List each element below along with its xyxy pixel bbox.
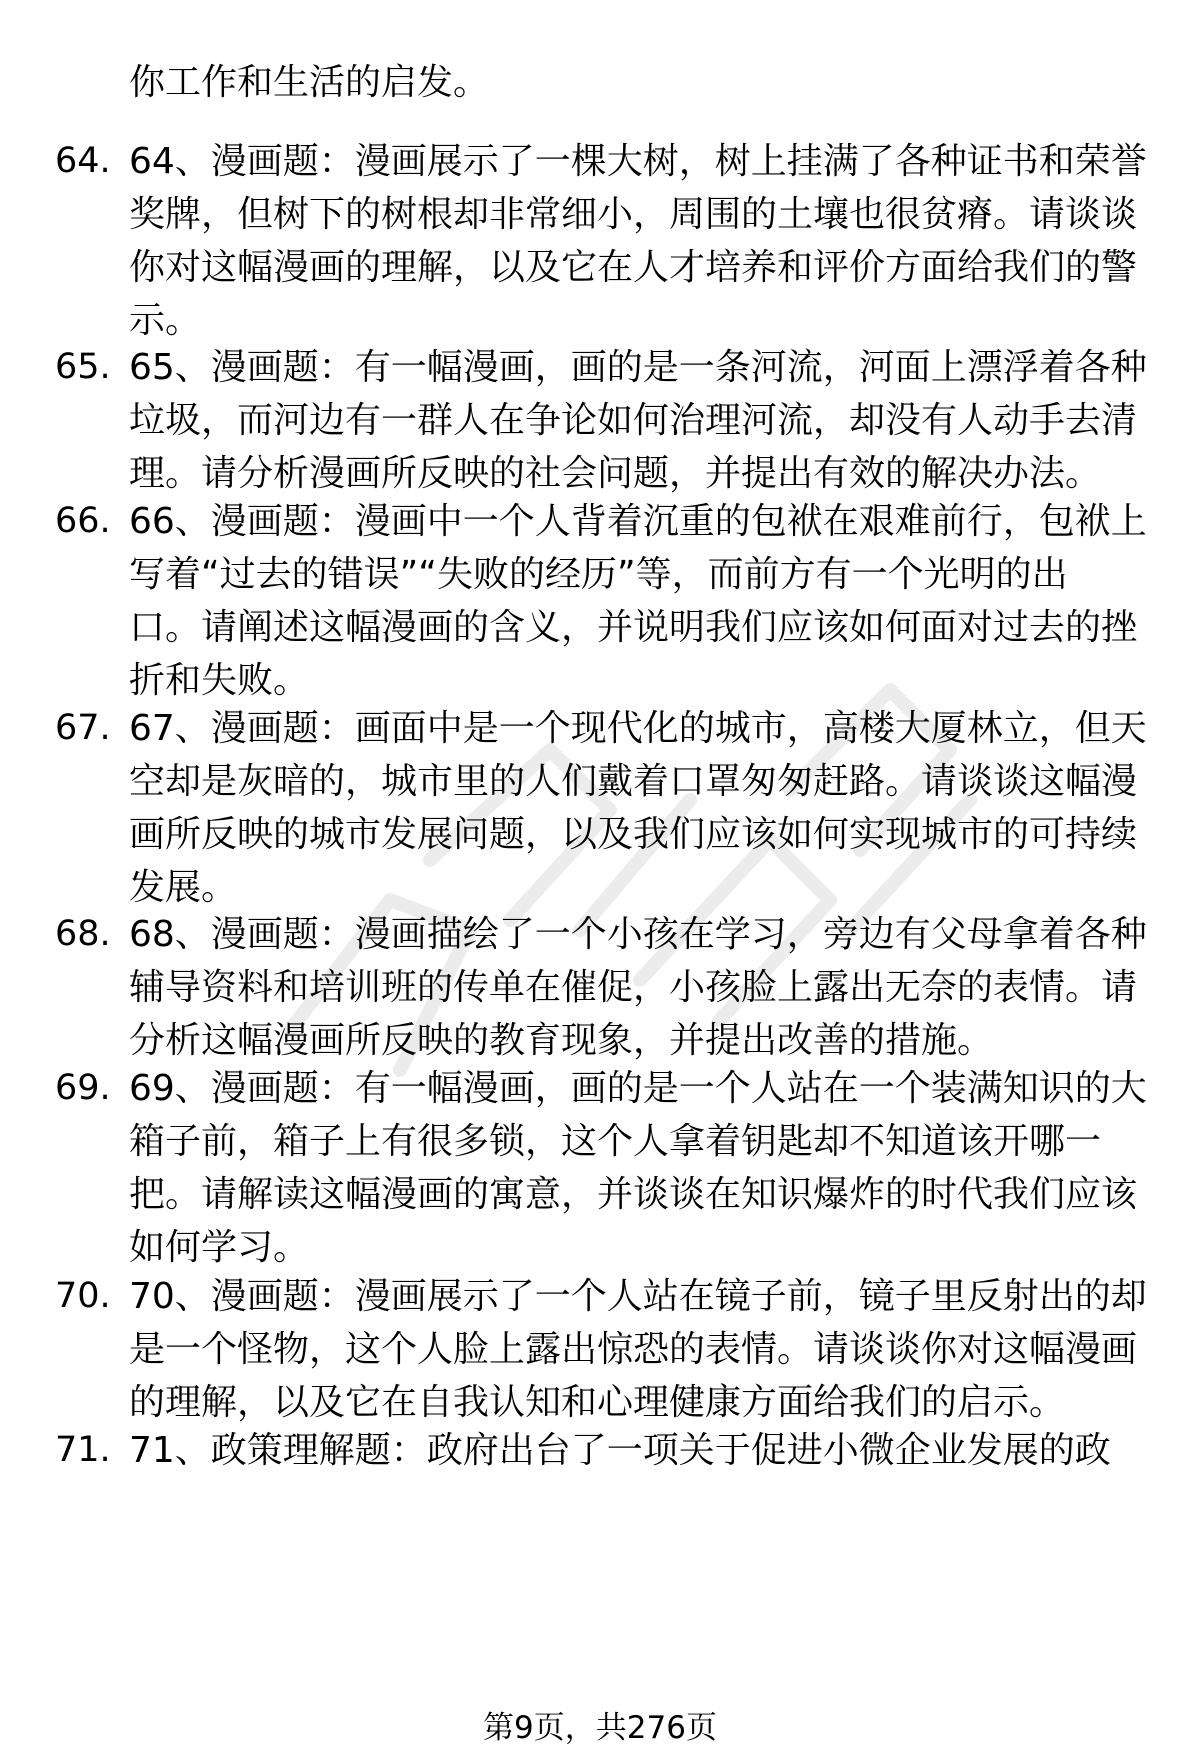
text-line: 写着“过去的错误”“失败的经历”等，而前方有一个光明的出	[129, 554, 1068, 595]
text-line: 67、漫画题：画面中是一个现代化的城市，高楼大厦林立，但天	[129, 708, 1147, 749]
text-line: 把。请解读这幅漫画的寓意，并谈谈在知识爆炸的时代我们应该	[129, 1174, 1138, 1215]
list-item-text	[129, 702, 1169, 914]
list-item-number: 71.	[55, 1430, 111, 1470]
list-item-text	[129, 1062, 1169, 1274]
list-item-number: 69.	[55, 1068, 111, 1108]
text-line: 箱子前，箱子上有很多锁，这个人拿着钥匙却不知道该开哪一	[129, 1121, 1102, 1162]
text-line: 理。请分析漫画所反映的社会问题，并提出有效的解决办法。	[129, 453, 1102, 494]
text-line: 奖牌，但树下的树根却非常细小，周围的土壤也很贫瘠。请谈谈	[129, 194, 1138, 235]
text-line: 垃圾，而河边有一群人在争论如何治理河流，却没有人动手去清	[129, 400, 1138, 441]
list-item-text	[129, 341, 1169, 500]
text-line: 69、漫画题：有一幅漫画，画的是一个人站在一个装满知识的大	[129, 1068, 1147, 1109]
continued-text-line: 你工作和生活的启发。	[129, 62, 490, 103]
text-line: 空却是灰暗的，城市里的人们戴着口罩匆匆赶路。请谈谈这幅漫	[129, 761, 1138, 802]
text-line: 的理解，以及它在自我认知和心理健康方面给我们的启示。	[129, 1382, 1066, 1423]
list-item-text	[129, 1424, 1169, 1477]
text-line: 64、漫画题：漫画展示了一棵大树，树上挂满了各种证书和荣誉	[129, 141, 1147, 182]
text-line: 口。请阐述这幅漫画的含义，并说明我们应该如何面对过去的挫	[129, 607, 1138, 648]
list-item-text	[129, 495, 1169, 707]
text-line: 65、漫画题：有一幅漫画，画的是一条河流，河面上漂浮着各种	[129, 347, 1147, 388]
text-line: 辅导资料和培训班的传单在催促，小孩脸上露出无奈的表情。请	[129, 967, 1138, 1008]
page-footer: 第9页，共276页	[483, 1710, 717, 1746]
list-item-text	[129, 908, 1169, 1067]
text-line: 折和失败。	[129, 660, 310, 701]
text-line: 分析这幅漫画所反映的教育现象，并提出改善的措施。	[129, 1020, 994, 1061]
text-line: 71、政策理解题：政府出台了一项关于促进小微企业发展的政	[129, 1430, 1111, 1471]
text-line: 如何学习。	[129, 1227, 310, 1268]
list-item-text	[129, 1270, 1169, 1429]
list-item-number: 67.	[55, 708, 111, 748]
text-line: 66、漫画题：漫画中一个人背着沉重的包袱在艰难前行，包袱上	[129, 501, 1147, 542]
text-line: 发展。	[129, 867, 238, 908]
text-line: 68、漫画题：漫画描绘了一个小孩在学习，旁边有父母拿着各种	[129, 914, 1147, 955]
text-line: 70、漫画题：漫画展示了一个人站在镜子前，镜子里反射出的却	[129, 1276, 1147, 1317]
list-item-number: 64.	[55, 141, 111, 181]
text-line: 你对这幅漫画的理解，以及它在人才培养和评价方面给我们的警	[129, 247, 1138, 288]
list-item-number: 70.	[55, 1276, 111, 1316]
text-line: 是一个怪物，这个人脸上露出惊恐的表情。请谈谈你对这幅漫画	[129, 1329, 1138, 1370]
text-line: 画所反映的城市发展问题，以及我们应该如何实现城市的可持续	[129, 814, 1138, 855]
list-item-number: 66.	[55, 501, 111, 541]
list-item-number: 68.	[55, 914, 111, 954]
text-line: 示。	[129, 300, 202, 341]
list-item-text	[129, 135, 1169, 347]
list-item-number: 65.	[55, 347, 111, 387]
